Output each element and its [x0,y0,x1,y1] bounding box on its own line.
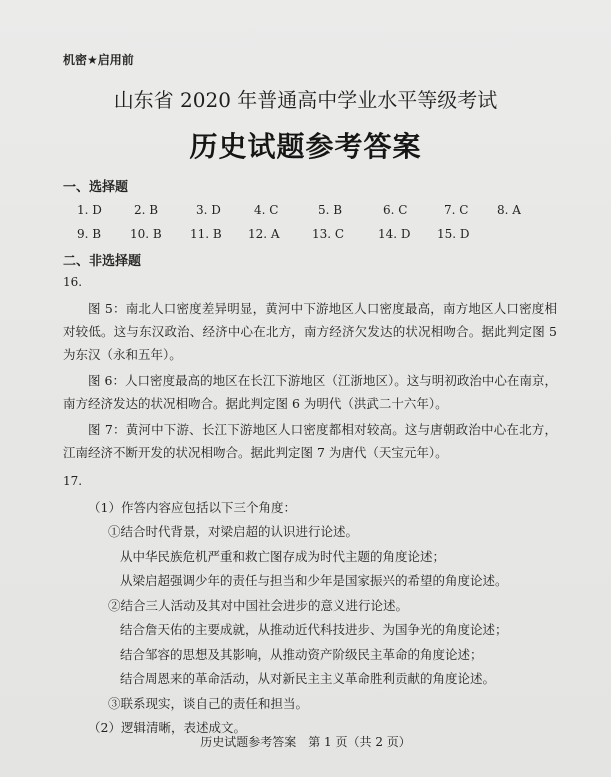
answer-item: 8. A [497,203,521,217]
answer-paragraph-figure7: 图 7：黄河中下游、长江下游地区人口密度都相对较高。这与唐朝政治中心在北方，江南经济不断开发的状况相吻合。据此判定图 7 为唐代（天宝元年）。 [63,422,557,460]
answer-item: 14. D [378,227,411,241]
question-number-17: 17. [63,474,83,488]
answer-line: 从中华民族危机严重和救亡图存成为时代主题的角度论述； [120,549,446,564]
answer-line: （1）作答内容应包括以下三个角度： [88,500,296,515]
answer-item: 11. B [190,227,222,241]
section-heading-non-choice: 二、非选择题 [63,254,142,269]
answer-item: 7. C [444,203,469,217]
answer-line: （2）逻辑清晰，表述成文。 [88,720,246,735]
answer-item: 4. C [254,203,279,217]
answer-line: 从梁启超强调少年的责任与担当和少年是国家振兴的希望的角度论述。 [120,573,508,588]
answer-item: 1. D [77,203,102,217]
secret-mark: 机密★启用前 [63,53,134,67]
answer-item: 3. D [196,203,221,217]
question-number-16: 16. [63,275,83,289]
answer-line: ②结合三人活动及其对中国社会进步的意义进行论述。 [108,598,409,613]
answer-item: 2. B [134,203,159,217]
answer-item: 15. D [437,227,470,241]
answer-item: 9. B [77,227,102,241]
section-heading-choice: 一、选择题 [63,180,129,195]
answer-paragraph-figure6: 图 6：人口密度最高的地区在长江下游地区（江浙地区）。这与明初政治中心在南京，南方经济发达的状况相吻合。据此判定图 6 为明代（洪武二十六年）。 [63,373,557,411]
answer-line: 结合周恩来的革命活动，从对新民主主义革命胜利贡献的角度论述。 [120,671,496,686]
answer-line: ③联系现实，谈自己的责任和担当。 [108,696,309,711]
answer-line: 结合邹容的思想及其影响，从推动资产阶级民主革命的角度论述； [120,647,483,662]
answer-item: 6. C [383,203,408,217]
page-footer: 历史试题参考答案 第 1 页（共 2 页） [200,735,411,749]
exam-title: 山东省 2020 年普通高中学业水平等级考试 [113,88,498,112]
answer-item: 12. A [248,227,280,241]
answer-item: 10. B [130,227,162,241]
answer-line: 结合詹天佑的主要成就，从推动近代科技进步、为国争光的角度论述； [120,622,508,637]
answer-item: 5. B [318,203,343,217]
answer-line: ①结合时代背景，对梁启超的认识进行论述。 [108,524,359,539]
answer-paragraph-figure5: 图 5：南北人口密度差异明显，黄河中下游地区人口密度最高，南方地区人口密度相对较低。这与东汉政治、经济中心在北方，南方经济欠发达的状况相吻合。据此判定图 5 为东汉（永和五年）。 [63,301,557,362]
answer-item: 13. C [312,227,345,241]
document-title: 历史试题参考答案 [189,130,422,163]
